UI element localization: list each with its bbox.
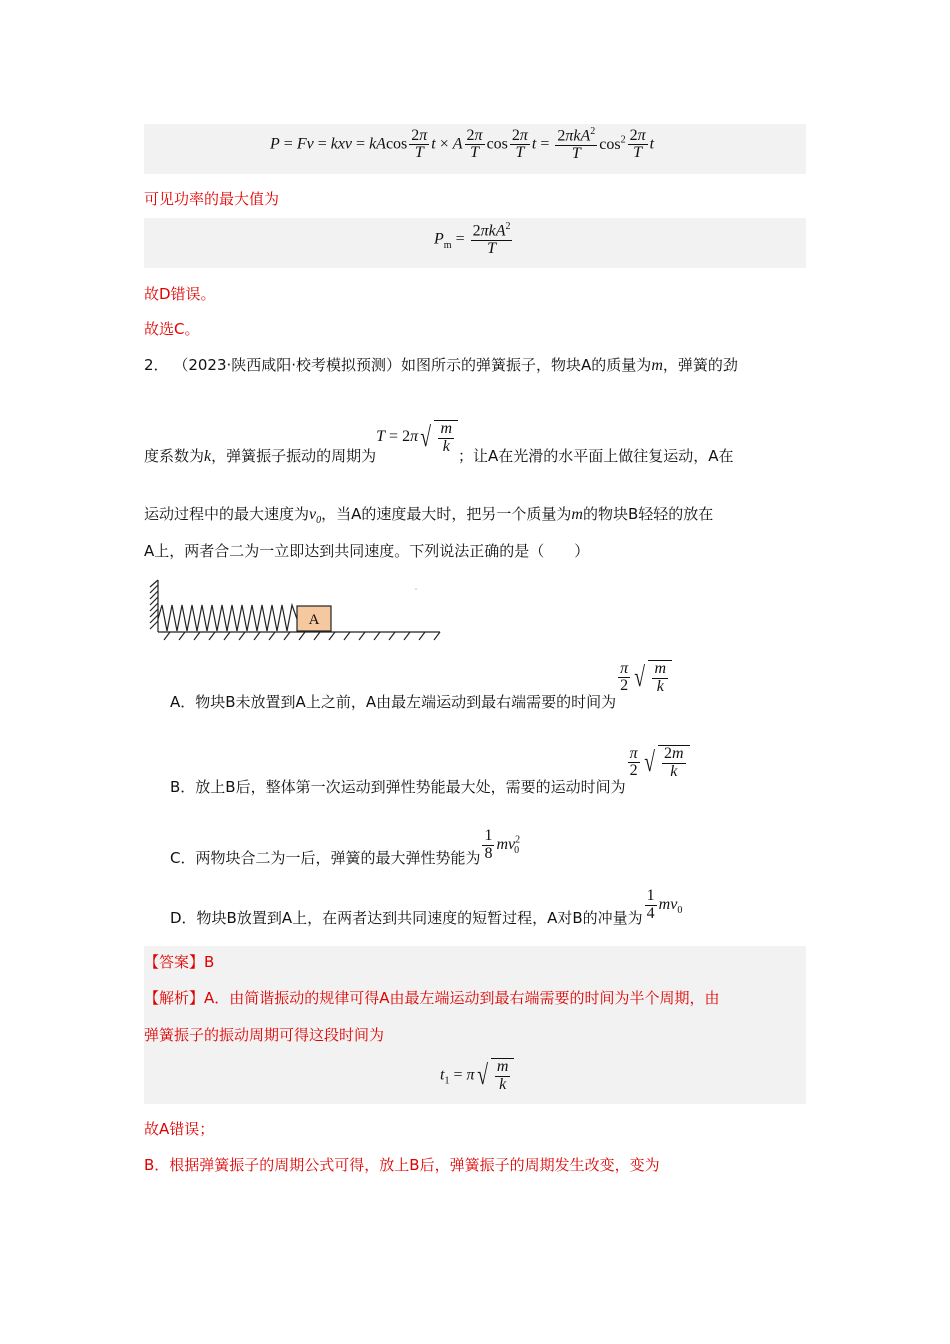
t1-equation: $t_1 = \pi$ √ $\frac{m}{k}$ (440, 1058, 514, 1094)
k-symbol: k (204, 448, 212, 466)
analysis-line-1 (144, 987, 720, 1008)
wall-icon (150, 580, 158, 632)
question-text-2-start: 度系数为 (144, 447, 205, 466)
question-number: 2． (144, 356, 169, 374)
option-b[interactable] (170, 744, 690, 797)
option-a-text: A．物块B未放置到A上之前，A由最左端运动到最右端需要的时间为 (170, 693, 617, 712)
question-text-3-mid: ，当A的速度最大时，把另一个质量为 (321, 505, 572, 523)
option-c[interactable] (170, 827, 521, 867)
select-c-text: 故选C。 (144, 320, 200, 338)
power-equation: P = Fv = kxv = kAcos $\frac{2\pi}{T}$ t × A $\frac{2\pi}{T}$ cos $\frac{2\pi}{T}$ t = $\frac{2\pi kA^2}{T}$ $\cos^2$ $\frac{2\pi}{T}$ t (270, 126, 655, 163)
spring-icon (158, 605, 297, 631)
a-wrong-text: 故A错误； (144, 1120, 215, 1138)
question-text-1-tail: ，弹簧的劲 (662, 356, 738, 374)
question-source: （2023·陕西咸阳·校考模拟预测） (173, 356, 402, 374)
equation-band-max-power (144, 218, 806, 268)
max-power-text: 可见功率的最大值为 (144, 190, 280, 208)
option-a[interactable] (170, 659, 672, 712)
equation-band-power (144, 124, 806, 174)
period-formula: T = 2π √ $\frac{m}{k}$ (376, 428, 458, 445)
analysis-a-text-1: A．由简谐振动的规律可得A由最左端运动到最右端需要的时间为半个周期，由 (204, 989, 720, 1007)
block-a-label: A (308, 612, 320, 628)
option-d-formula: $\frac{1}{4}$ $mv_0$ (646, 887, 683, 922)
d-wrong-text: 故D错误。 (144, 285, 216, 303)
option-c-formula: $\frac{1}{8}$ $mv^2_0$ (484, 827, 521, 862)
option-d-text: D．物块B放置到A上，在两者达到共同速度的短暂过程，A对B的冲量为 (170, 908, 643, 927)
question-text-3-start: 运动过程中的最大速度为 (144, 505, 310, 523)
question-line-4: A上，两者合二为一立即达到共同速度。下列说法正确的是（ ） (144, 542, 590, 560)
question-line-3 (144, 503, 713, 526)
question-text-2-mid: ，弹簧振子振动的周期为 (211, 447, 377, 466)
max-power-equation: $P_m$ = $\frac{2\pi kA^2}{T}$ (434, 221, 511, 258)
option-a-formula: $\frac{\pi}{2}$ √ $\frac{m}{k}$ (616, 668, 672, 685)
question-line-1 (144, 354, 738, 375)
spring-oscillator-figure (140, 575, 445, 645)
option-d[interactable] (170, 887, 683, 927)
analysis-label: 【解析】 (144, 989, 205, 1007)
mass-symbol-b: m (571, 506, 583, 523)
question-text-2-end: ；让A在光滑的水平面上做往复运动，A在 (458, 447, 734, 466)
analysis-b-text: B．根据弹簧振子的周期公式可得，放上B后，弹簧振子的周期发生改变，变为 (144, 1156, 660, 1174)
question-text-1: 如图所示的弹簧振子，物块A的质量为 (401, 356, 652, 374)
v0-subscript: 0 (316, 515, 322, 526)
mass-symbol: m (651, 357, 663, 374)
analysis-line-2: 弹簧振子的振动周期可得这段时间为 (144, 1026, 385, 1044)
option-b-formula: $\frac{\pi}{2}$ √ $\frac{2m}{k}$ (626, 753, 690, 770)
v0-symbol: v (309, 506, 317, 523)
floor-icon (158, 632, 440, 640)
answer-label: 【答案】B (144, 953, 215, 971)
option-c-text: C．两物块合二为一后，弹簧的最大弹性势能为 (170, 848, 481, 867)
question-line-2 (144, 412, 734, 466)
option-b-text: B．放上B后，整体第一次运动到弹性势能最大处，需要的运动时间为 (170, 778, 626, 797)
question-text-3-end: 的物块B轻轻的放在 (582, 505, 714, 523)
